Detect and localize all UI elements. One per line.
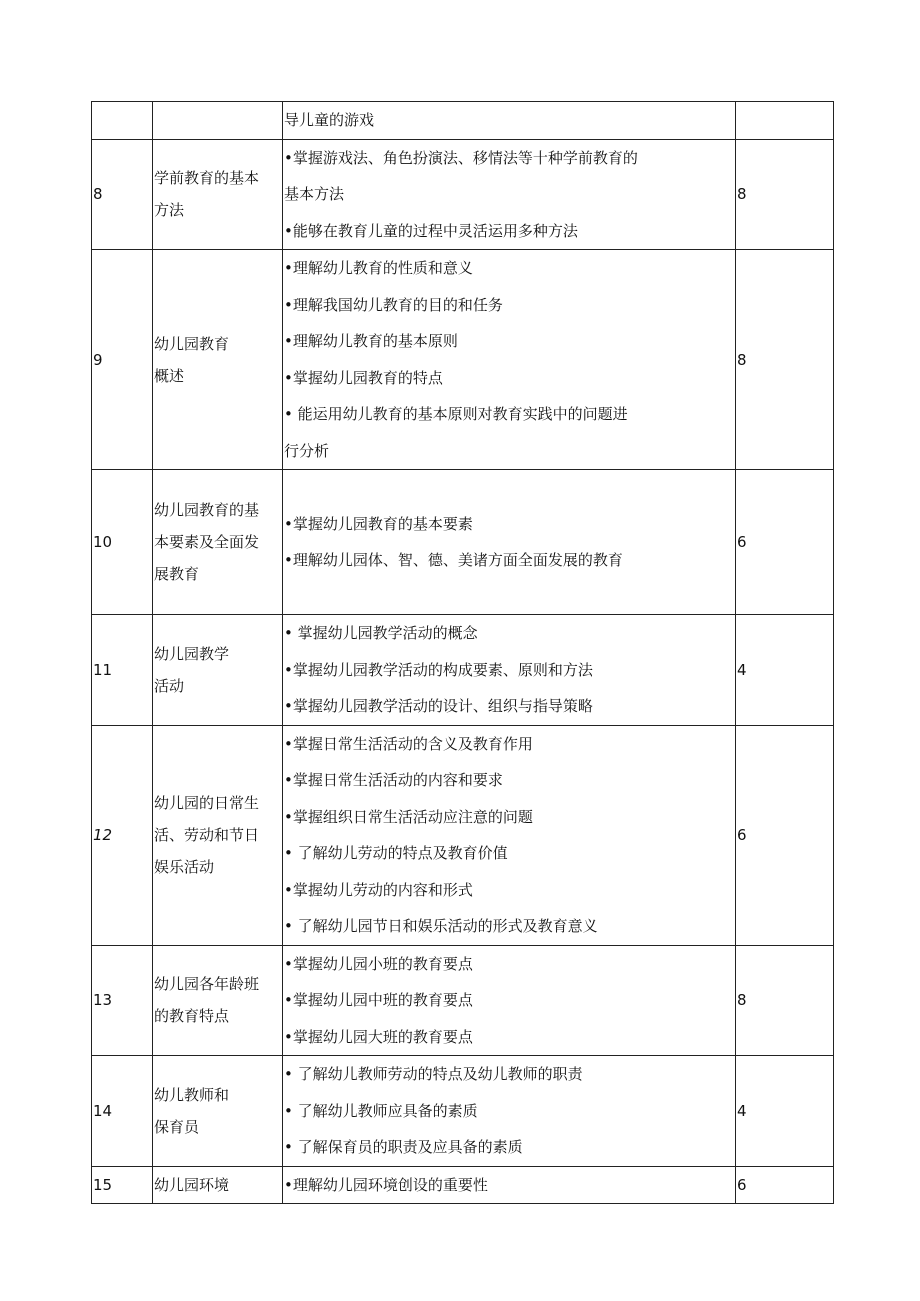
topic-line: 的教育特点: [154, 1007, 230, 1026]
topic-line: 展教育: [154, 565, 200, 583]
requirements-cell: [283, 102, 736, 140]
topic-cell: [153, 102, 283, 140]
requirement-line: •理解幼儿园体、智、德、美诸方面全面发展的教育: [284, 551, 623, 569]
table-row: [92, 945, 834, 1056]
topic-cell: [153, 250, 283, 470]
hours-cell: 8: [736, 945, 834, 1056]
topic-cell: [153, 1166, 283, 1204]
lesson-number-cell: 15: [92, 1166, 153, 1204]
requirement-line: •掌握日常生活活动的内容和要求: [284, 771, 503, 789]
requirements-cell: [283, 139, 736, 250]
requirements-cell: [283, 250, 736, 470]
requirements-cell: [283, 725, 736, 945]
lesson-number-cell: 12: [92, 725, 153, 945]
requirement-line: •掌握幼儿园教学活动的设计、组织与指导策略: [284, 697, 593, 715]
lesson-number-cell: [92, 102, 153, 140]
requirement-line: •掌握幼儿园大班的教育要点: [284, 1027, 473, 1046]
table-row: [92, 250, 834, 470]
requirement-line: 导儿童的游戏: [284, 111, 375, 129]
requirement-line: • 掌握幼儿园教学活动的概念: [284, 624, 478, 642]
topic-cell: [153, 945, 283, 1056]
table-row: [92, 725, 834, 945]
requirement-line: • 能运用幼儿教育的基本原则对教育实践中的问题进: [284, 405, 628, 423]
topic-line: 幼儿园教育: [154, 334, 230, 353]
requirement-line: •掌握幼儿园中班的教育要点: [284, 991, 473, 1009]
topic-line: 学前教育的基本: [154, 169, 260, 188]
topic-line: 方法: [154, 201, 185, 220]
topic-line: 活、劳动和节日: [154, 826, 260, 844]
requirements-cell: [283, 1056, 736, 1167]
topic-cell: [153, 615, 283, 726]
hours-cell: 8: [736, 139, 834, 250]
topic-line: 幼儿园的日常生: [154, 794, 260, 812]
lesson-number-cell: 9: [92, 250, 153, 470]
lesson-number-cell: 13: [92, 945, 153, 1056]
lesson-number-cell: 10: [92, 470, 153, 615]
lesson-number-cell: 8: [92, 139, 153, 250]
requirement-line: •掌握组织日常生活活动应注意的问题: [284, 807, 533, 826]
lesson-number-cell: 14: [92, 1056, 153, 1167]
topic-line: 幼儿园环境: [154, 1175, 230, 1194]
requirement-line: •掌握幼儿园小班的教育要点: [284, 954, 473, 973]
hours-cell: [736, 102, 834, 140]
requirement-line: •掌握日常生活活动的含义及教育作用: [284, 734, 533, 753]
topic-line: 幼儿教师和: [154, 1085, 230, 1104]
hours-cell: 4: [736, 615, 834, 726]
requirement-line: •理解我国幼儿教育的目的和任务: [284, 295, 503, 314]
requirement-line: •理解幼儿园环境创设的重要性: [284, 1175, 488, 1194]
requirement-line: •能够在教育儿童的过程中灵活运用多种方法: [284, 221, 578, 240]
requirements-cell: [283, 615, 736, 726]
syllabus-table-body: [92, 102, 834, 1204]
requirement-line: 基本方法: [284, 185, 345, 203]
lesson-number-cell: 11: [92, 615, 153, 726]
hours-cell: 4: [736, 1056, 834, 1167]
table-row: [92, 1056, 834, 1167]
requirements-cell: [283, 1166, 736, 1204]
topic-cell: [153, 139, 283, 250]
syllabus-table: [91, 101, 834, 1204]
topic-line: 幼儿园教学: [154, 644, 230, 663]
topic-line: 概述: [154, 366, 185, 385]
table-row: [92, 615, 834, 726]
hours-cell: 6: [736, 1166, 834, 1204]
topic-line: 幼儿园各年龄班: [154, 975, 260, 994]
topic-line: 保育员: [154, 1117, 200, 1136]
topic-line: 幼儿园教育的基: [154, 501, 260, 519]
table-row: [92, 1166, 834, 1204]
requirement-line: • 了解幼儿园节日和娱乐活动的形式及教育意义: [284, 917, 598, 935]
requirement-line: •理解幼儿教育的性质和意义: [284, 259, 473, 277]
requirement-line: • 了解幼儿教师应具备的素质: [284, 1101, 478, 1120]
requirement-line: •掌握幼儿劳动的内容和形式: [284, 880, 473, 899]
requirement-line: •掌握幼儿园教学活动的构成要素、原则和方法: [284, 660, 593, 679]
table-row: [92, 102, 834, 140]
requirement-line: • 了解保育员的职责及应具备的素质: [284, 1138, 523, 1156]
requirement-line: •掌握幼儿园教育的特点: [284, 368, 443, 387]
table-row: [92, 470, 834, 615]
requirements-cell: [283, 945, 736, 1056]
topic-line: 活动: [154, 676, 185, 695]
topic-line: 本要素及全面发: [154, 533, 260, 551]
topic-cell: [153, 470, 283, 615]
requirement-line: •掌握幼儿园教育的基本要素: [284, 514, 473, 533]
requirement-line: • 了解幼儿教师劳动的特点及幼儿教师的职责: [284, 1065, 583, 1083]
hours-cell: 6: [736, 725, 834, 945]
requirement-line: • 了解幼儿劳动的特点及教育价值: [284, 844, 508, 862]
topic-line: 娱乐活动: [154, 858, 215, 876]
requirement-line: 行分析: [284, 441, 330, 460]
requirement-line: •掌握游戏法、角色扮演法、移情法等十种学前教育的: [284, 148, 638, 167]
requirement-line: •理解幼儿教育的基本原则: [284, 332, 458, 350]
hours-cell: 8: [736, 250, 834, 470]
topic-cell: [153, 1056, 283, 1167]
hours-cell: 6: [736, 470, 834, 615]
table-row: [92, 139, 834, 250]
requirements-cell: [283, 470, 736, 615]
topic-cell: [153, 725, 283, 945]
